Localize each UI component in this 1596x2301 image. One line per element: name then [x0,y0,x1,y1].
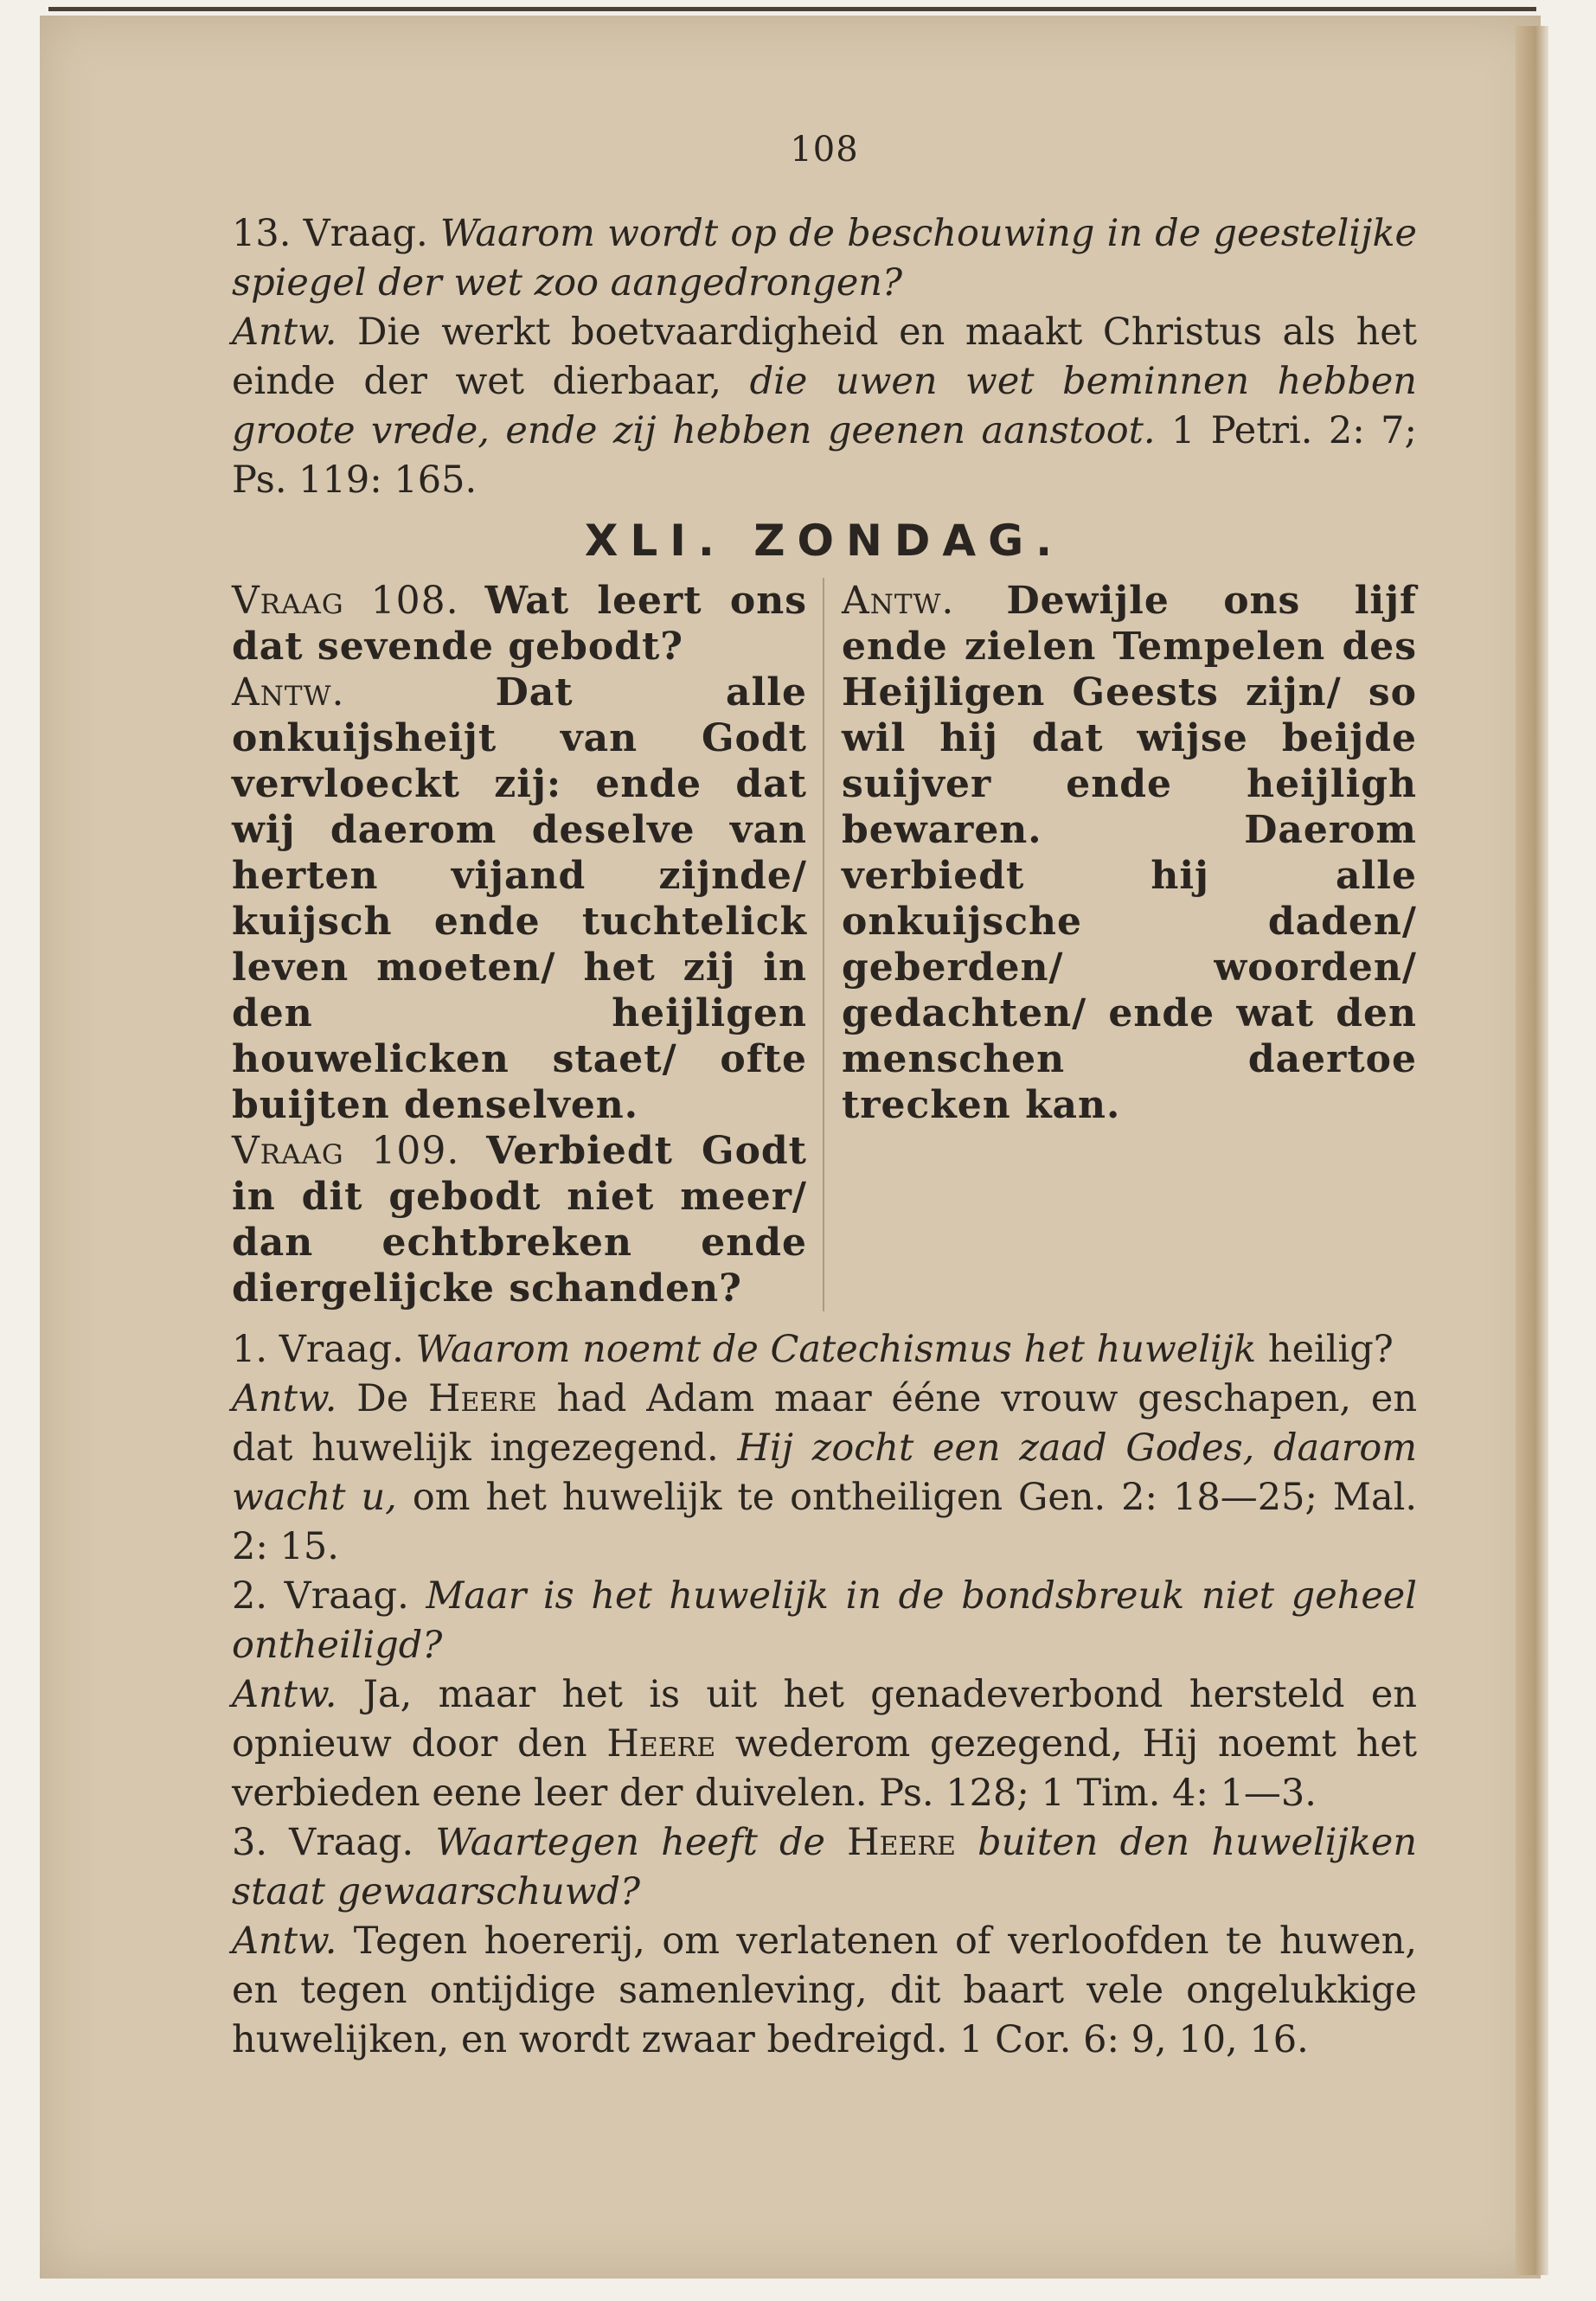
answer-text: Die werkt boetvaardigheid en maakt Christus als het einde der wet dierbaar, [232,311,1417,403]
answer-3-label: Antw. [232,1920,337,1963]
question-108 [232,578,807,670]
question-3-text-a: Waartegen heeft de [435,1821,826,1864]
answer-1-text-b: had Adam maar ééne vrouw geschapen, en dat huwelijk ingezegend. [232,1377,1418,1470]
answer-108-text: Dat alle onkuijsheijt van Godt vervloeckt zij: ende dat wij daerom deselve van herten vijand zijnde/ kuijsch ende tuchtelick leven moeten/ het zij in den heijligen houwelicken staet/ ofte buijten denselven. [232,670,807,1127]
answer-2-heere: Heere [606,1722,716,1766]
answer-3-text: Tegen hoererij, om verlatenen of verloofden te huwen, en tegen ontijdige samenleving, dit baart vele ongelukkige huwelijken, en wordt zwaar bedreigd. 1 Cor. 6: 9, 10, 16. [232,1920,1417,2061]
answer-2-text-b: wederom gezegend, Hij noemt het verbieden eene leer der duivelen. Ps. 128; 1 Tim. 4: 1—3. [232,1722,1418,1815]
question-3 [232,1818,1417,1917]
answer-2 [232,1670,1417,1818]
question-109 [232,1128,807,1311]
page-content [232,130,1417,2065]
answer-1 [232,1375,1417,1572]
question-1-label: 1. Vraag. [232,1328,404,1371]
answer-label: Antw. [232,311,337,354]
page-edge [1516,26,1548,2275]
answer-108-label: Antw. [232,670,345,715]
answer-108 [232,670,807,1128]
answer-109 [842,578,1417,1128]
question-109-label: Vraag 109. [232,1129,460,1173]
page-number: 108 [790,130,859,170]
catechism-columns [232,578,1417,1311]
question-3-label: 3. Vraag. [232,1821,414,1864]
question-3-heere: Heere [847,1821,956,1864]
top-rule [48,7,1536,11]
questions-block [232,1325,1417,2065]
answer-109-text: Dewijle ons lijf ende zielen Tempelen des Heijligen Geests zijn/ so wil hij dat wijse beijde suijver ende heijligh bewaren. Daerom verbiedt hij alle onkuijsche daden/ geberden/ woorden/ gedachten/ ende wat den menschen daertoe trecken kan. [841,579,1417,1127]
catechism-left-column [232,578,823,1311]
question-108-text: Wat leert ons dat sevende gebodt? [232,579,807,669]
answer-1-heere: Heere [427,1377,537,1420]
question-13 [232,209,1417,308]
catechism-right-column [824,578,1417,1311]
question-13-block [232,209,1417,505]
column-divider [823,578,824,1311]
question-1-tail: heilig? [1267,1328,1394,1371]
question-2-text: Maar is het huwelijk in de bondsbreuk niet geheel ontheiligd? [232,1574,1417,1667]
answer-13 [232,308,1417,505]
question-108-label: Vraag 108. [232,579,459,623]
question-2-label: 2. Vraag. [232,1574,409,1618]
section-heading: XLI. ZONDAG. [584,516,1065,566]
answer-1-quote: Hij zocht een zaad Godes, daarom wacht u, [232,1426,1418,1519]
answer-1-text-a: De [356,1377,409,1420]
question-label: 13. Vraag. [232,212,428,255]
question-3-text-b: buiten den huwelijken staat gewaarschuwd? [232,1821,1418,1913]
question-1-text: Waarom noemt de Catechismus het huwelijk [415,1328,1257,1371]
answer-2-text-a: Ja, maar het is uit het genadeverbond hersteld en opnieuw door den [232,1673,1417,1766]
question-2 [232,1572,1417,1670]
answer-1-label: Antw. [232,1377,337,1420]
answer-1-text-c: om het huwelijk te ontheiligen Gen. 2: 18—25; Mal. 2: 15. [232,1476,1417,1568]
answer-2-label: Antw. [232,1673,337,1716]
question-1 [232,1325,1417,1375]
answer-quote: die uwen wet beminnen hebben groote vrede, ende zij hebben geenen aanstoot. [232,360,1417,452]
answer-reference: 1 Petri. 2: 7; Ps. 119: 165. [232,409,1418,502]
question-text: Waarom wordt op de beschouwing in de geestelijke spiegel der wet zoo aangedrongen? [232,212,1417,304]
answer-3 [232,1917,1417,2065]
answer-109-label: Antw. [841,579,955,623]
question-109-text: Verbiedt Godt in dit gebodt niet meer/ dan echtbreken ende diergelijcke schanden? [232,1129,808,1311]
